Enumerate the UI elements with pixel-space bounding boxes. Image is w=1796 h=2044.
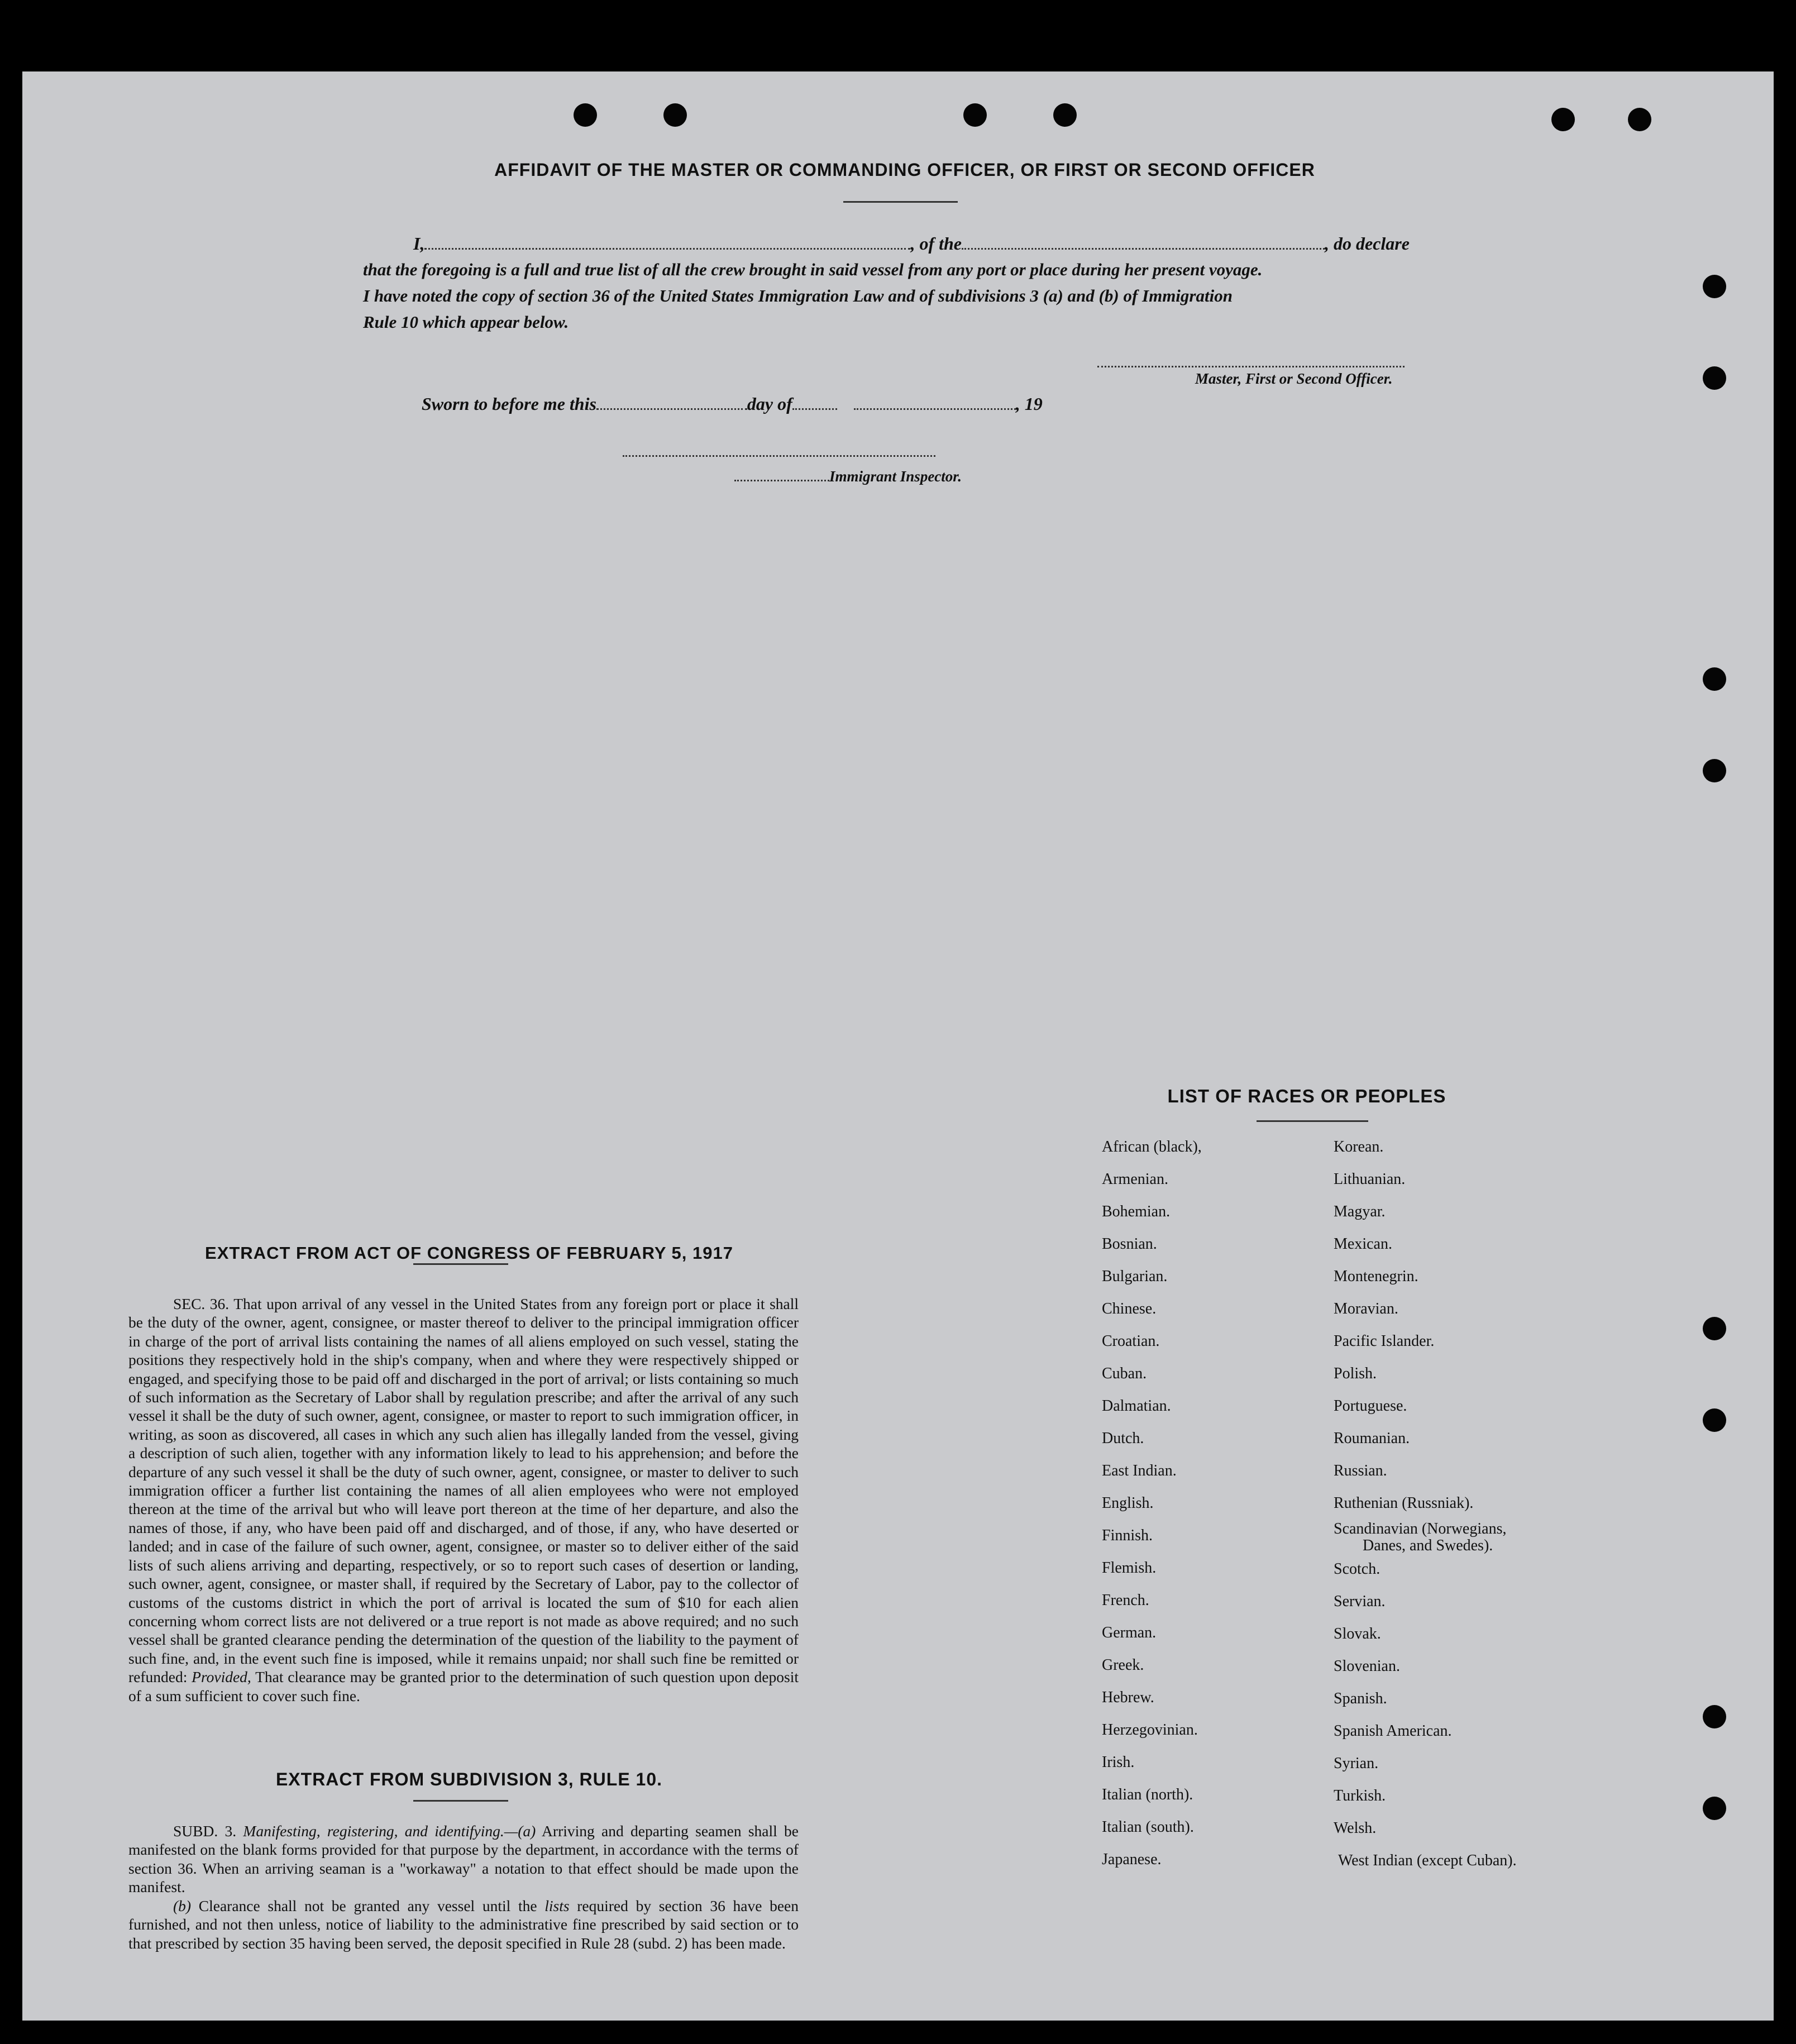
master-signature-line[interactable]	[1097, 366, 1405, 367]
provided-label: Provided,	[192, 1668, 251, 1686]
day-blank[interactable]	[596, 408, 747, 410]
race-item: French.	[1102, 1592, 1149, 1609]
race-item: Ruthenian (Russniak).	[1334, 1494, 1474, 1512]
punch-hole	[1703, 1705, 1726, 1728]
inspector-signature-line[interactable]	[623, 455, 935, 457]
race-item: Danes, and Swedes).	[1363, 1537, 1493, 1554]
race-item: Spanish American.	[1334, 1722, 1452, 1740]
race-item: Welsh.	[1334, 1819, 1377, 1837]
act-extract-title: EXTRACT FROM ACT OF CONGRESS OF FEBRUARY 5, 1917	[205, 1243, 733, 1263]
race-item: Flemish.	[1102, 1559, 1157, 1577]
race-item: Herzegovinian.	[1102, 1721, 1198, 1739]
race-item: Spanish.	[1334, 1690, 1387, 1707]
para-a-mark: —(a)	[504, 1822, 536, 1840]
subdivision-a-text	[128, 1822, 799, 1897]
sec-36-body: That upon arrival of any vessel in the United States from any foreign port or place it shall be the duty of the owner, agent, consignee, or master thereof to deliver to the principal immigration officer in charge of the port of arrival lists containing the names of all aliens employed on such vessel, stating the positions they respectively hold in the ship's company, when and where they were respectively shipped or engaged, and specifying those to be paid off and discharged in the port of arrival; or lists containing so much of such information as the Secretary of Labor shall by regulation prescribe; and after the arrival of any such vessel it shall be the duty of such owner, agent, consignee, or master to report to such immigration officer, in writing, as soon as discovered, all cases in which any such alien has illegally landed from the vessel, giving a description of such alien, together with any information likely to lead to his apprehension; and before the departure of any such vessel it shall be the duty of such owner, agent, consignee, or master to deliver to such immigration officer a further list containing the names of all alien employees who were not employed thereon at the time of the arrival but who will leave port thereon at the time of her departure, and also the names of those, if any, who have been paid off and discharged, and of those, if any, who have deserted or landed; and in case of the failure of such owner, agent, consignee, or master so to deliver either of the said lists of such aliens arriving and departing, respectively, or so to report such cases of desertion or landing, such owner, agent, consignee, or master shall, if required by the Secretary of Labor, pay to the collector of customs of the customs district in which the port of arrival is located the sum of $10 for each alien concerning whom correct lists are not delivered or a true report is not made as above required; and no such vessel shall be granted clearance pending the determination of the question of the liability to the payment of such fine, and, in the event such fine is imposed, while it remains unpaid; nor shall such fine be remitted or refunded:	[128, 1295, 799, 1686]
race-item: Bohemian.	[1102, 1203, 1171, 1220]
race-item: African (black),	[1102, 1138, 1202, 1155]
declaration-line-2: that the foregoing is a full and true list of all the crew brought in said vessel from any port or place during her present voyage.	[363, 260, 1263, 279]
race-item: Croatian.	[1102, 1333, 1160, 1350]
race-item: Roumanian.	[1334, 1430, 1410, 1447]
do-declare-label: , do declare	[1325, 233, 1410, 254]
punch-hole	[1703, 1797, 1726, 1820]
inspector-line	[734, 468, 962, 485]
declaration-line-4: Rule 10 which appear below.	[363, 312, 569, 332]
declaration-line-3: I have noted the copy of section 36 of the United States Immigration Law and of subdivisions 3 (a) and (b) of Immigration	[363, 286, 1233, 305]
punch-hole	[1703, 1408, 1726, 1432]
inspector-caption: Immigrant Inspector.	[829, 468, 962, 485]
punch-hole	[1628, 108, 1651, 131]
race-item: Magyar.	[1334, 1203, 1386, 1220]
i-label: I,	[413, 233, 425, 254]
sworn-label: Sworn to before me this	[422, 394, 596, 414]
race-item: Dutch.	[1102, 1430, 1144, 1447]
title-underline	[843, 201, 958, 203]
race-item: English.	[1102, 1494, 1154, 1512]
rule-extract-title: EXTRACT FROM SUBDIVISION 3, RULE 10.	[275, 1769, 663, 1789]
of-the-label: , of the	[910, 233, 962, 254]
race-item: Pacific Islander.	[1334, 1333, 1435, 1350]
race-item: Irish.	[1102, 1754, 1135, 1771]
race-item: Lithuanian.	[1334, 1171, 1406, 1188]
race-item: Finnish.	[1102, 1527, 1153, 1544]
punch-hole	[963, 103, 987, 127]
race-item: Bosnian.	[1102, 1235, 1157, 1253]
punch-hole	[574, 103, 597, 127]
races-title: LIST OF RACES OR PEOPLES	[1167, 1086, 1446, 1106]
punch-hole	[1703, 275, 1726, 298]
para-b-text-1: Clearance shall not be granted any vessel until the	[198, 1897, 537, 1914]
race-item: Slovak.	[1334, 1625, 1381, 1642]
race-item: Scotch.	[1334, 1560, 1381, 1578]
master-caption: Master, First or Second Officer.	[1195, 370, 1393, 387]
race-item: Japanese.	[1102, 1851, 1162, 1868]
races-title-underline	[1257, 1120, 1368, 1122]
subd-label: SUBD. 3.	[173, 1822, 237, 1840]
sworn-line	[422, 394, 1043, 414]
punch-hole	[1053, 103, 1077, 127]
race-item: Italian (south).	[1102, 1818, 1194, 1836]
race-item: Mexican.	[1334, 1235, 1392, 1253]
para-b-lists: lists	[544, 1897, 570, 1914]
race-item: West Indian (except Cuban).	[1338, 1852, 1517, 1869]
race-item: Turkish.	[1334, 1787, 1386, 1804]
affidavit-title: AFFIDAVIT OF THE MASTER OR COMMANDING OFFICER, OR FIRST OR SECOND OFFICER	[494, 160, 1315, 180]
race-item: Dalmatian.	[1102, 1397, 1171, 1415]
race-item: Korean.	[1334, 1138, 1384, 1155]
para-b-text-2: required by section 36 have been furnished, and not then unless, notice of liability to the administrative fine prescribed by said section or to that prescribed by section 35 having been served, the deposit specified in Rule 28 (subd. 2) has been made.	[128, 1897, 799, 1952]
punch-hole	[1703, 366, 1726, 390]
month-blank-2[interactable]	[854, 408, 1016, 410]
punch-hole	[663, 103, 687, 127]
race-item: Portuguese.	[1334, 1397, 1407, 1415]
sec-label: SEC. 36.	[173, 1295, 230, 1312]
race-item: Chinese.	[1102, 1300, 1157, 1317]
punch-hole	[1703, 759, 1726, 782]
vessel-blank[interactable]	[962, 247, 1325, 250]
day-of-label: day of	[747, 394, 792, 414]
punch-hole	[1703, 667, 1726, 691]
year-label: , 19	[1015, 394, 1043, 414]
name-blank[interactable]	[424, 247, 910, 250]
race-item: Cuban.	[1102, 1365, 1147, 1382]
race-item: Italian (north).	[1102, 1786, 1193, 1803]
punch-hole	[1703, 1317, 1726, 1340]
race-item: Servian.	[1334, 1593, 1386, 1610]
inspector-blank[interactable]	[734, 479, 829, 481]
race-item: Montenegrin.	[1334, 1268, 1418, 1285]
provided-text: That clearance may be granted prior to the determination of such question upon deposit of a sum sufficient to cover such fine.	[128, 1668, 799, 1704]
rule-title-underline	[413, 1800, 508, 1802]
race-item: Scandinavian (Norwegians,	[1334, 1520, 1507, 1537]
race-item: Polish.	[1334, 1365, 1377, 1382]
declaration-line-1	[413, 233, 1441, 254]
section-36-text	[128, 1295, 799, 1705]
month-blank[interactable]	[792, 408, 837, 410]
race-item: Slovenian.	[1334, 1658, 1400, 1675]
race-item: Syrian.	[1334, 1755, 1379, 1772]
race-item: Russian.	[1334, 1462, 1387, 1479]
subd-heading: Manifesting, registering, and identifying.	[243, 1822, 504, 1840]
subdivision-b-text	[128, 1897, 799, 1952]
para-b-mark: (b)	[173, 1897, 192, 1914]
race-item: Hebrew.	[1102, 1689, 1154, 1706]
para-a-text: Arriving and departing seamen shall be manifested on the blank forms provided for that purpose by the department, in accordance with the terms of section 36. When an arriving seaman is a "workaway" a notation to that effect should be made upon the manifest.	[128, 1822, 799, 1896]
document-page	[22, 71, 1774, 2021]
punch-hole	[1551, 108, 1575, 131]
race-item: Greek.	[1102, 1656, 1144, 1674]
race-item: Moravian.	[1334, 1300, 1398, 1317]
race-item: Bulgarian.	[1102, 1268, 1168, 1285]
race-item: East Indian.	[1102, 1462, 1177, 1479]
race-item: Armenian.	[1102, 1171, 1168, 1188]
act-title-underline	[413, 1263, 508, 1265]
race-item: German.	[1102, 1624, 1157, 1641]
